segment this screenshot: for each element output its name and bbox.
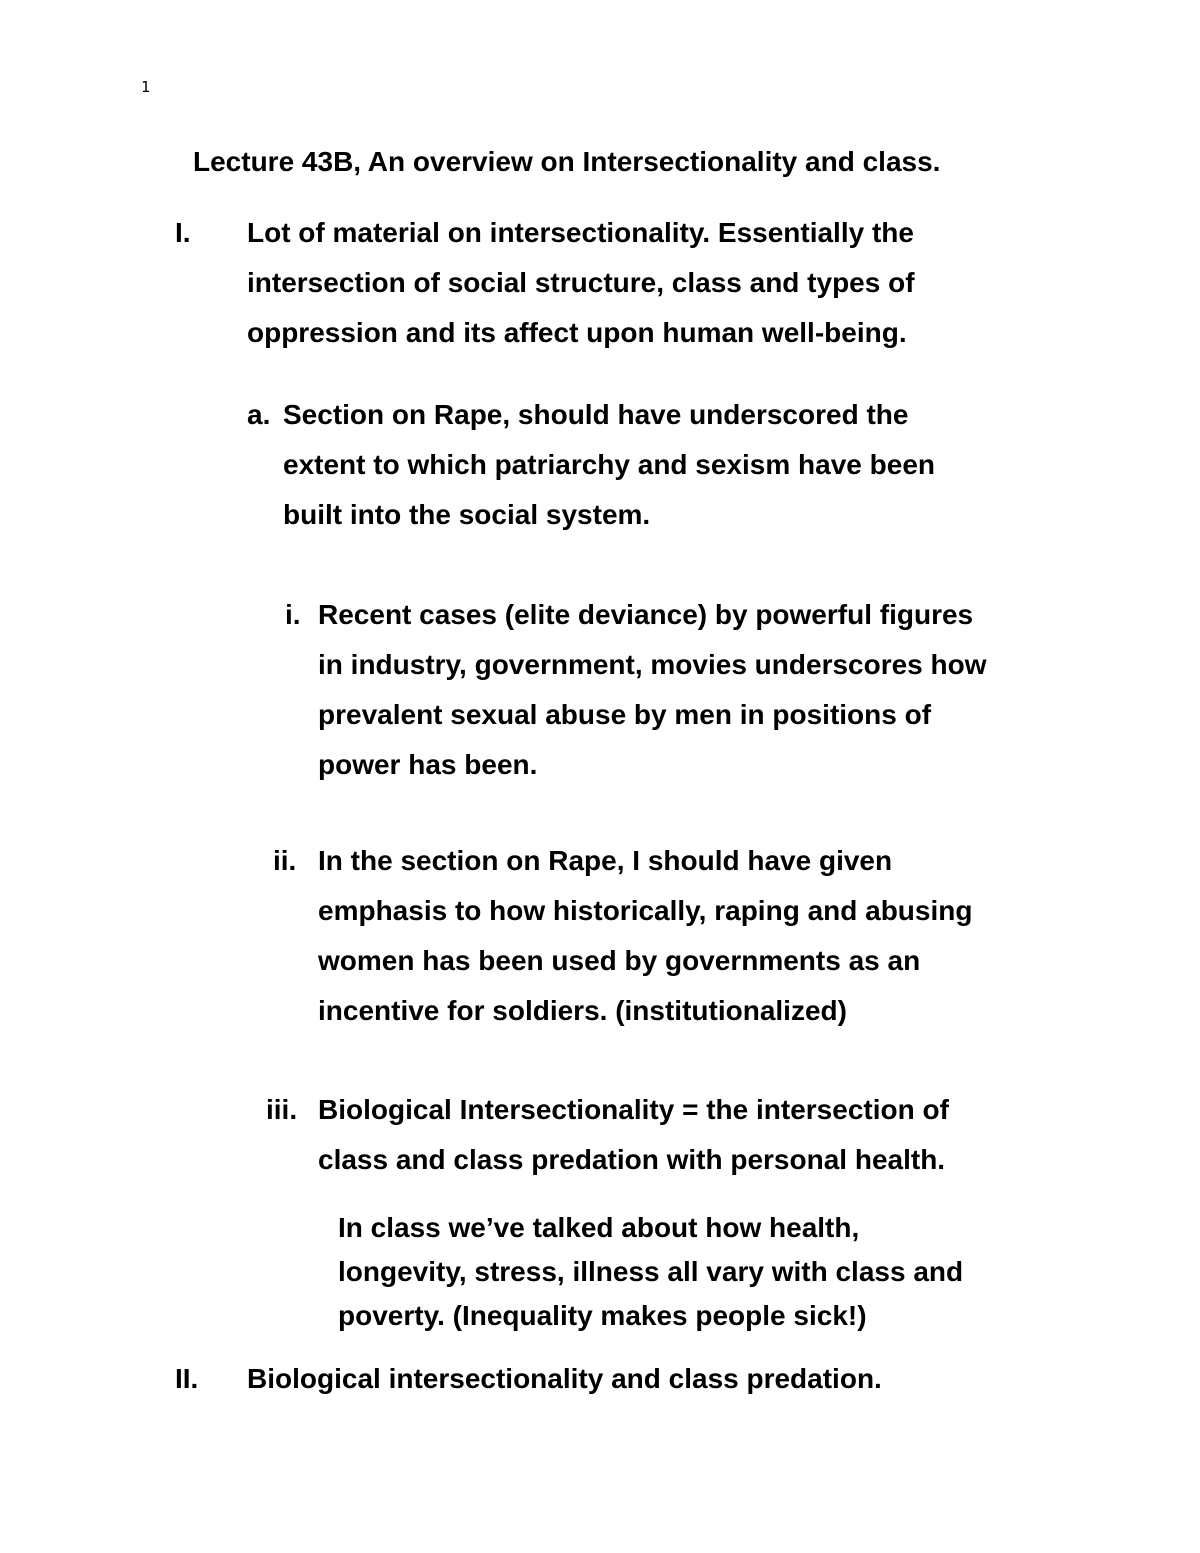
lecture-title: Lecture 43B, An overview on Intersectionality and class. (193, 146, 941, 177)
item-iii-line: Biological Intersectionality = the intersection of (318, 1094, 949, 1125)
section-1-line: oppression and its affect upon human well-being. (247, 317, 907, 348)
section-2-text (247, 1354, 882, 1404)
item-iii-line: class and class predation with personal health. (318, 1144, 946, 1175)
section-2-marker: II. (175, 1363, 199, 1394)
item-i-text (318, 590, 987, 790)
item-a-text (283, 390, 935, 540)
item-ii-text (318, 836, 972, 1036)
item-ii-line: emphasis to how historically, raping and abusing (318, 895, 973, 926)
item-i-line: power has been. (318, 749, 538, 780)
section-1-line: intersection of social structure, class and types of (247, 267, 915, 298)
section-1-line: Lot of material on intersectionality. Essentially the (247, 217, 914, 248)
item-ii-line: In the section on Rape, I should have given (318, 845, 893, 876)
page-number: 1 (141, 78, 151, 96)
item-i-line: Recent cases (elite deviance) by powerful figures (318, 599, 974, 630)
item-iii-text (318, 1085, 949, 1185)
section-1-text (247, 208, 915, 358)
item-a-line: Section on Rape, should have underscored the (283, 399, 909, 430)
item-iii-marker: iii. (266, 1094, 298, 1125)
note-line: In class we’ve talked about how health, (338, 1212, 860, 1243)
item-a-marker: a. (247, 399, 271, 430)
item-i-line: in industry, government, movies underscores how (318, 649, 987, 680)
note-line: poverty. (Inequality makes people sick!) (338, 1300, 867, 1331)
item-i-line: prevalent sexual abuse by men in positions of (318, 699, 932, 730)
item-ii-line: women has been used by governments as an (318, 945, 921, 976)
note-line: longevity, stress, illness all vary with class and (338, 1256, 964, 1287)
section-2-line: Biological intersectionality and class predation. (247, 1363, 882, 1394)
item-iii-note (338, 1206, 963, 1338)
item-ii-line: incentive for soldiers. (institutionalized) (318, 995, 847, 1026)
item-ii-marker: ii. (273, 845, 297, 876)
item-i-marker: i. (285, 599, 301, 630)
section-1-marker: I. (175, 217, 191, 248)
item-a-line: built into the social system. (283, 499, 651, 530)
item-a-line: extent to which patriarchy and sexism have been (283, 449, 935, 480)
